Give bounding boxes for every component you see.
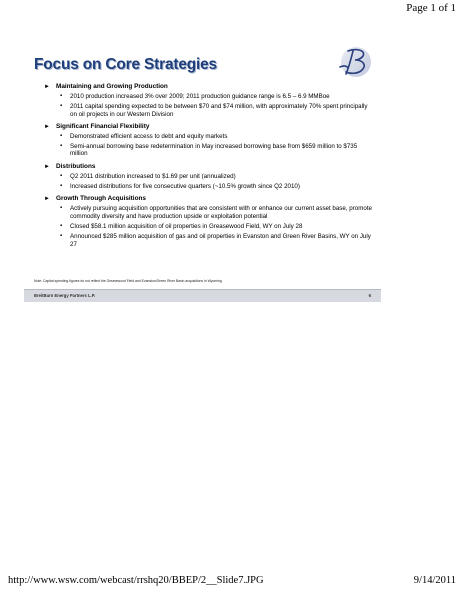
section-heading: Growth Through Acquisitions — [56, 195, 146, 203]
bullet-dot-icon: ▪ — [60, 143, 63, 150]
bullet-dot-icon: ▪ — [60, 183, 63, 190]
triangle-bullet-icon: ► — [44, 196, 50, 203]
section-heading: Significant Financial Flexibility — [56, 122, 150, 130]
bullet-item: ▪ Announced $285 million acquisition of gas and oil properties in Evanston and Green River Basins, WY on July 27 — [60, 233, 371, 248]
triangle-bullet-icon: ► — [44, 84, 50, 90]
bullet-dot-icon: ▪ — [60, 93, 63, 99]
slide-content — [44, 83, 376, 253]
bullet-dot-icon: ▪ — [60, 132, 63, 139]
triangle-bullet-icon: ► — [44, 123, 50, 130]
bullet-dot-icon: ▪ — [60, 222, 63, 229]
breitburn-b-logo-icon — [336, 45, 372, 79]
slide-note: Note: Capital spending figures do not reflect the Greasewood Field and Evanston/Green River Basin acquisitions in Wyoming. — [34, 279, 223, 283]
bullet-item: ▪ Closed $58.1 million acquisition of oil properties in Greasewood Field, WY on July 28 — [60, 222, 303, 230]
bullet-item: ▪ Semi-annual borrowing base redetermination in May increased borrowing base from $659 million to $735 million — [60, 143, 358, 158]
section-production — [44, 83, 376, 118]
slide-image — [24, 40, 381, 302]
bullet-dot-icon: ▪ — [60, 205, 63, 212]
footer-company: BreitBurn Energy Partners L.P. — [34, 293, 96, 298]
section-heading: Maintaining and Growing Production — [56, 83, 168, 90]
slide-title: Focus on Core Strategies — [34, 56, 217, 73]
bullet-item: ▪ Increased distributions for five consecutive quarters (~10.5% growth since Q2 2010) — [60, 183, 300, 191]
section-distributions — [44, 163, 376, 191]
bullet-item: ▪ Demonstrated efficient access to debt and equity markets — [60, 132, 228, 140]
bullet-dot-icon: ▪ — [60, 103, 63, 110]
triangle-bullet-icon: ► — [44, 163, 50, 170]
bullet-item: ▪ 2011 capital spending expected to be between $70 and $74 million, with approximately 70% spent principally on oil projects in our Western Division — [60, 103, 368, 118]
footer-page-number: 6 — [368, 293, 371, 298]
bullet-dot-icon: ▪ — [60, 233, 63, 240]
bullet-item: ▪ 2010 production increased 3% over 2009; 2011 production guidance range is 6.5 – 6.9 MMBoe — [60, 93, 330, 100]
slide-footer — [24, 289, 381, 302]
print-date: 9/14/2011 — [413, 575, 456, 586]
bullet-item: ▪ Q2 2011 distribution increased to $1.69 per unit (annualized) — [60, 172, 236, 180]
section-heading: Distributions — [56, 162, 96, 170]
page-indicator: Page 1 of 1 — [406, 2, 456, 14]
bullet-item: ▪ Actively pursuing acquisition opportunities that are consistent with or enhance our current asset base, promote commodity diversity and have production upside or exploitation potential — [60, 205, 372, 220]
bullet-dot-icon: ▪ — [60, 172, 63, 179]
section-financial — [44, 123, 376, 158]
page-url: http://www.wsw.com/webcast/rrshq20/BBEP/2__Slide7.JPG — [8, 575, 264, 586]
section-acquisitions — [44, 195, 376, 247]
